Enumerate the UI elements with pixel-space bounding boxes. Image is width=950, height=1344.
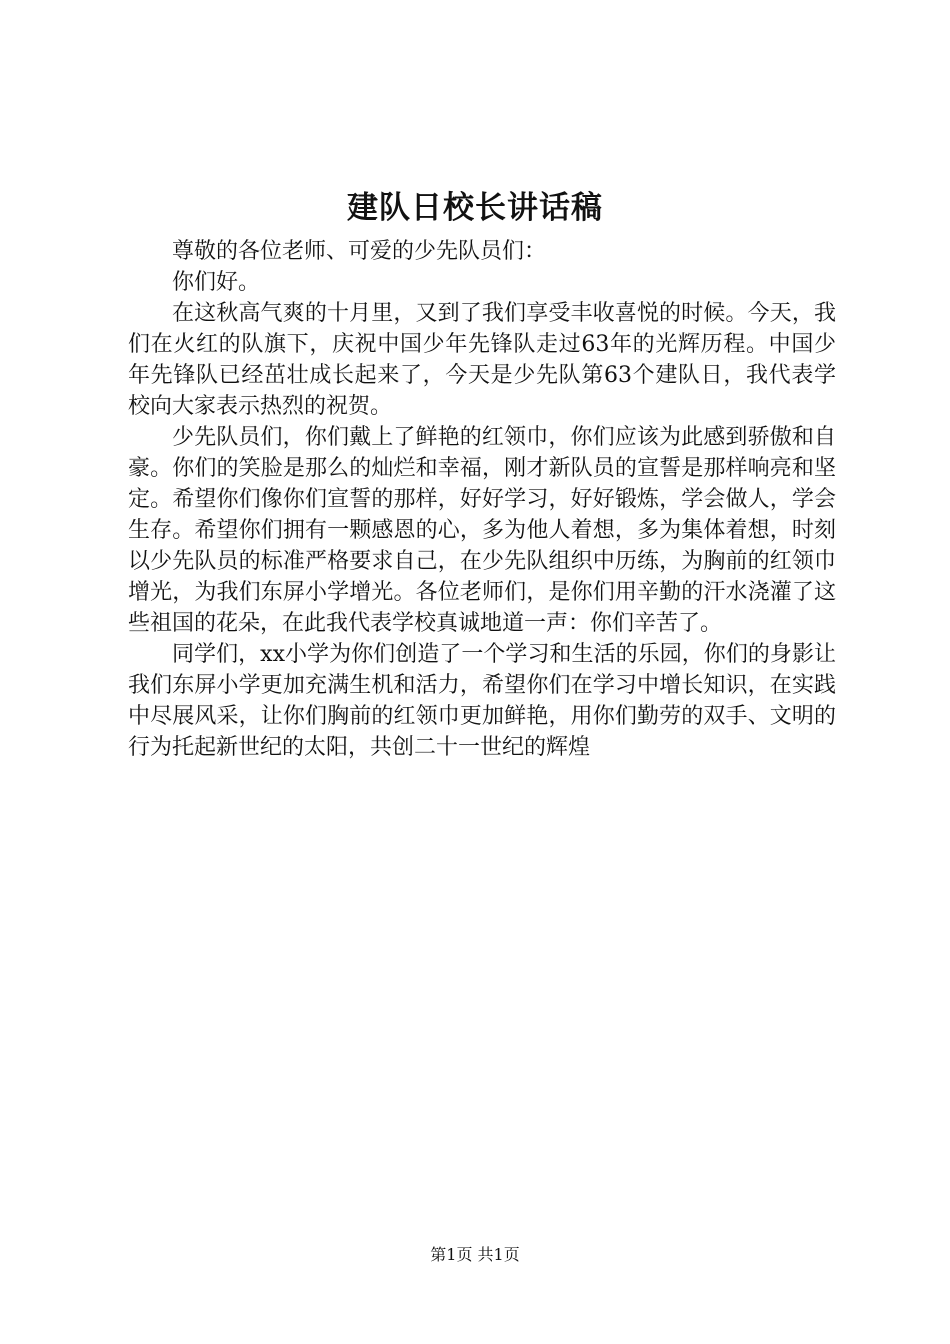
body-paragraph: 少先队员们，你们戴上了鲜艳的红领巾，你们应该为此感到骄傲和自豪。你们的笑脸是那么的灿烂和幸福，刚才新队员的宣誓是那样响亮和坚定。希望你们像你们宣誓的那样，好好学习，好好锻炼，学会做人，学会生存。希望你们拥有一颗感恩的心，多为他人着想，多为集体着想，时刻以少先队员的标准严格要求自己，在少先队组织中历练，为胸前的红领巾增光，为我们东屏小学增光。各位老师们，是你们用辛勤的汗水浇灌了这些祖国的花朵，在此我代表学校真诚地道一声：你们辛苦了。 xyxy=(128,425,836,636)
document-title: 建队日校长讲话稿 xyxy=(347,190,603,226)
greeting-paragraph: 你们好。 xyxy=(172,270,261,295)
salutation-paragraph: 尊敬的各位老师、可爱的少先队员们： xyxy=(172,239,547,264)
document-body xyxy=(128,236,836,763)
body-paragraph: 同学们，xx小学为你们创造了一个学习和生活的乐园，你们的身影让我们东屏小学更加充满生机和活力，希望你们在学习中增长知识，在实践中尽展风采，让你们胸前的红领巾更加鲜艳，用你们勤劳的双手、文明的行为托起新世纪的太阳，共创二十一世纪的辉煌 xyxy=(128,642,836,760)
page-footer: 第1页 共1页 xyxy=(430,1245,520,1264)
body-paragraph: 在这秋高气爽的十月里，又到了我们享受丰收喜悦的时候。今天，我们在火红的队旗下，庆祝中国少年先锋队走过63年的光辉历程。中国少年先锋队已经茁壮成长起来了，今天是少先队第63个建队日，我代表学校向大家表示热烈的祝贺。 xyxy=(128,301,836,419)
